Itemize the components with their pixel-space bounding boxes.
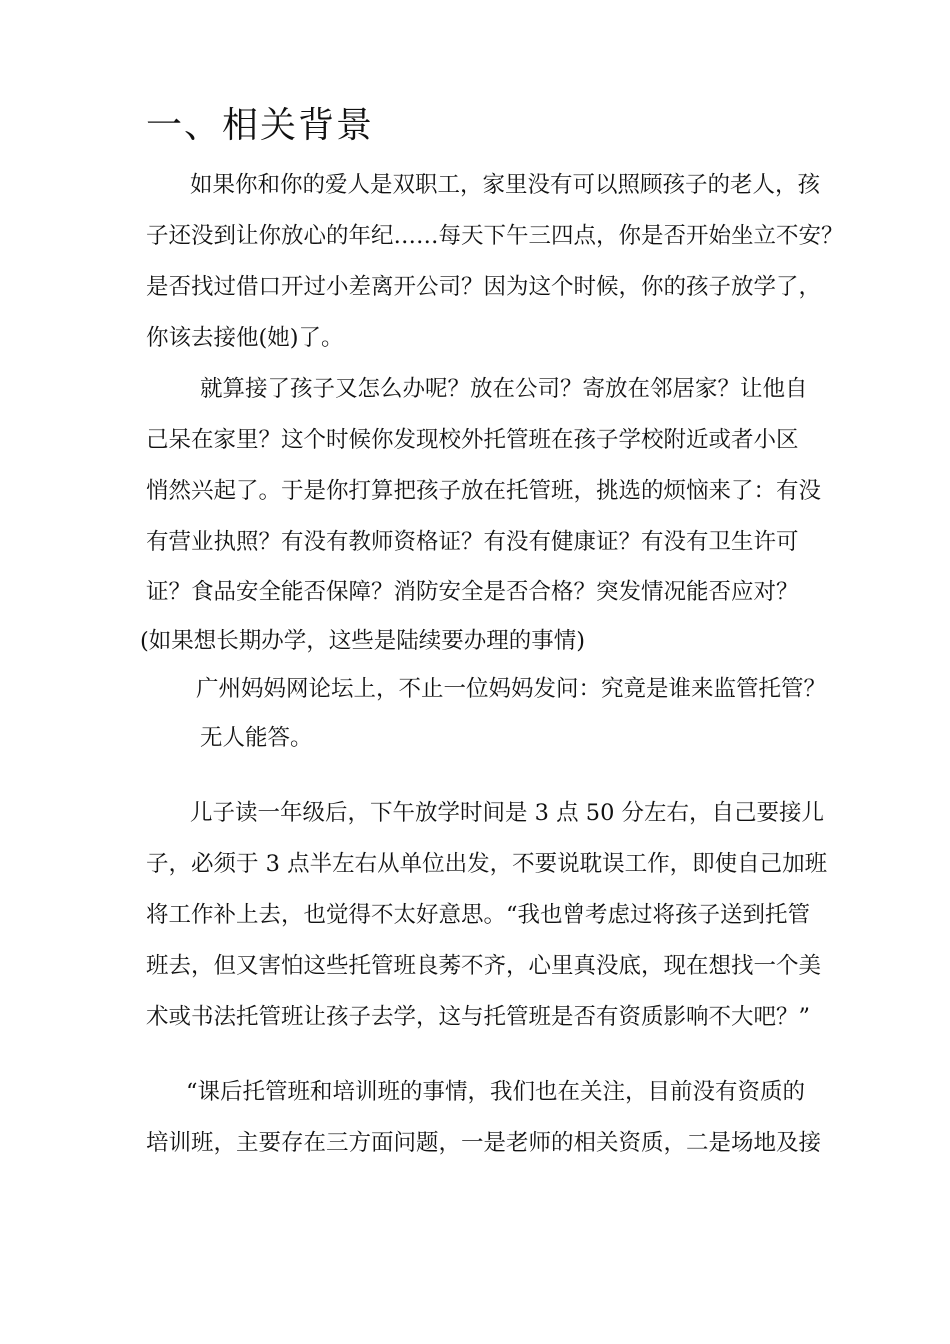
paragraph-1-line: 你该去接他(她)了。	[146, 325, 344, 351]
paragraph-2-line: 悄然兴起了。于是你打算把孩子放在托管班，挑选的烦恼来了：有没	[146, 478, 822, 504]
paragraph-1-line: 是否找过借口开过小差离开公司？因为这个时候，你的孩子放学了，	[146, 274, 822, 300]
paragraph-2-line: (如果想长期办学，这些是陆续要办理的事情)	[140, 628, 586, 654]
paragraph-5-line: “课后托管班和培训班的事情，我们也在关注，目前没有资质的	[186, 1079, 806, 1105]
paragraph-4-line: 将工作补上去，也觉得不太好意思。“我也曾考虑过将孩子送到托管	[146, 902, 811, 928]
paragraph-4-line: 术或书法托管班让孩子去学，这与托管班是否有资质影响不大吧？”	[146, 1004, 811, 1030]
paragraph-4-line: 子，必须于 3 点半左右从单位出发，不要说耽误工作，即使自己加班	[146, 851, 828, 877]
paragraph-3-line: 广州妈妈网论坛上，不止一位妈妈发问：究竟是谁来监管托管？	[196, 676, 827, 702]
paragraph-2-line: 证？食品安全能否保障？消防安全是否合格？突发情况能否应对？	[146, 579, 799, 605]
paragraph-4-line: 儿子读一年级后，下午放学时间是 3 点 50 分左右，自己要接儿	[190, 800, 825, 826]
paragraph-1-line: 子还没到让你放心的年纪……每天下午三四点，你是否开始坐立不安？	[146, 223, 844, 249]
section-heading: 一、相关背景	[146, 105, 375, 146]
paragraph-4-line: 班去，但又害怕这些托管班良莠不齐，心里真没底，现在想找一个美	[146, 953, 822, 979]
paragraph-3-line: 无人能答。	[200, 725, 313, 751]
paragraph-2-line: 己呆在家里？这个时候你发现校外托管班在孩子学校附近或者小区	[146, 427, 799, 453]
paragraph-2-line: 有营业执照？有没有教师资格证？有没有健康证？有没有卫生许可	[146, 529, 799, 555]
paragraph-5-line: 培训班，主要存在三方面问题，一是老师的相关资质，二是场地及接	[146, 1130, 822, 1156]
paragraph-2-line: 就算接了孩子又怎么办呢？放在公司？寄放在邻居家？让他自	[200, 376, 808, 402]
paragraph-1-line: 如果你和你的爱人是双职工，家里没有可以照顾孩子的老人，孩	[190, 172, 821, 198]
